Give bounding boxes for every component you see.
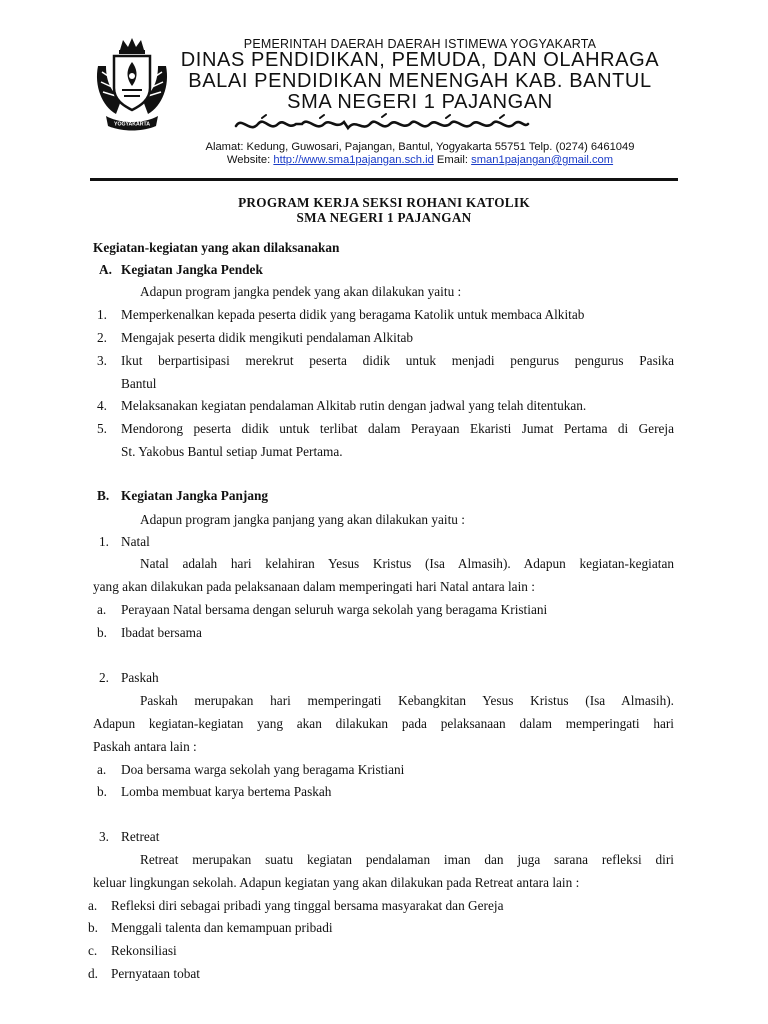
svg-text:YOGYAKARTA: YOGYAKARTA	[113, 121, 151, 128]
list-item-marker: 1.	[97, 307, 107, 322]
list-item: Menggali talenta dan kemampuan pribadi	[111, 920, 333, 935]
list-item-marker: 5.	[97, 421, 107, 436]
list-item: Mendorong peserta didik untuk terlibat dalam Perayaan Ekaristi Jumat Pertama di Gereja	[121, 421, 674, 436]
website-label: Website:	[226, 154, 271, 166]
list-item: Perayaan Natal bersama dengan seluruh warga sekolah yang beragama Kristiani	[121, 602, 548, 617]
list-item: Pernyataan tobat	[111, 966, 200, 981]
list-item-marker: c.	[88, 943, 98, 958]
section-a-marker: A.	[99, 262, 112, 277]
paskah-description: Paskah merupakan hari memperingati Kebangkitan Yesus Kristus (Isa Almasih).	[140, 693, 674, 708]
paskah-description: Paskah antara lain :	[93, 739, 197, 754]
list-item-marker: a.	[97, 762, 107, 777]
list-item: Rekonsiliasi	[111, 943, 177, 958]
list-item-marker: a.	[88, 898, 98, 913]
email-label: Email:	[436, 154, 469, 166]
javanese-script-line	[232, 112, 532, 136]
letterhead-school-name: SMA NEGERI 1 PAJANGAN	[287, 91, 553, 113]
list-item-continuation: St. Yakobus Bantul setiap Jumat Pertama.	[121, 444, 343, 459]
list-item: Ibadat bersama	[121, 625, 202, 640]
paskah-description: Adapun kegiatan-kegiatan yang akan dilakukan pada pelaksanaan dalam memperingati hari	[93, 716, 674, 731]
list-item-marker: 3.	[97, 353, 107, 368]
intro-heading: Kegiatan-kegiatan yang akan dilaksanakan	[93, 240, 340, 255]
section-b-intro: Adapun program jangka panjang yang akan dilakukan yaitu :	[140, 512, 465, 527]
subsection-marker: 2.	[99, 670, 109, 685]
letterhead-office: DINAS PENDIDIKAN, PEMUDA, DAN OLAHRAGA	[180, 49, 660, 71]
subsection-title-retreat: Retreat	[121, 829, 160, 844]
list-item: Ikut berpartisipasi merekrut peserta didik untuk menjadi pengurus pengurus Pasika	[121, 353, 674, 368]
section-b-heading: Kegiatan Jangka Panjang	[121, 488, 269, 503]
subsection-title-paskah: Paskah	[121, 670, 159, 685]
list-item-continuation: Bantul	[121, 376, 157, 391]
list-item-marker: 4.	[97, 398, 107, 413]
list-item-marker: d.	[88, 966, 98, 981]
list-item-marker: a.	[97, 602, 107, 617]
website-link[interactable]: http://www.sma1pajangan.sch.id	[273, 154, 434, 166]
section-a-intro: Adapun program jangka pendek yang akan dilakukan yaitu :	[140, 284, 462, 299]
letterhead-divider	[90, 178, 678, 181]
subsection-marker: 1.	[99, 534, 109, 549]
list-item-marker: 2.	[97, 330, 107, 345]
list-item: Melaksanakan kegiatan pendalaman Alkitab rutin dengan jadwal yang telah ditentukan.	[121, 398, 587, 413]
subsection-marker: 3.	[99, 829, 109, 844]
list-item-marker: b.	[97, 784, 107, 799]
natal-description: Natal adalah hari kelahiran Yesus Kristus (Isa Almasih). Adapun kegiatan-kegiatan	[140, 556, 674, 571]
letterhead-agency: BALAI PENDIDIKAN MENENGAH KAB. BANTUL	[188, 70, 652, 92]
section-a-heading: Kegiatan Jangka Pendek	[121, 262, 263, 277]
retreat-description: Retreat merupakan suatu kegiatan pendalaman iman dan juga sarana refleksi diri	[140, 852, 674, 867]
list-item: Mengajak peserta didik mengikuti pendalaman Alkitab	[121, 330, 414, 345]
list-item-marker: b.	[88, 920, 98, 935]
subsection-title-natal: Natal	[121, 534, 150, 549]
school-address: Alamat: Kedung, Guwosari, Pajangan, Bantul, Yogyakarta 55751 Telp. (0274) 6461049	[205, 141, 635, 153]
list-item: Lomba membuat karya bertema Paskah	[121, 784, 332, 799]
email-link[interactable]: sman1pajangan@gmail.com	[471, 154, 614, 166]
letterhead-government: PEMERINTAH DAERAH DAERAH ISTIMEWA YOGYAKARTA	[243, 37, 597, 51]
retreat-description: keluar lingkungan sekolah. Adapun kegiatan yang akan dilakukan pada Retreat antara lain :	[93, 875, 580, 890]
list-item: Doa bersama warga sekolah yang beragama Kristiani	[121, 762, 405, 777]
document-subtitle: SMA NEGERI 1 PAJANGAN	[296, 210, 472, 225]
list-item-marker: b.	[97, 625, 107, 640]
natal-description: yang akan dilakukan pada pelaksanaan dalam memperingati hari Natal antara lain :	[93, 579, 535, 594]
section-b-marker: B.	[97, 488, 110, 503]
contact-line	[160, 154, 680, 166]
document-title: PROGRAM KERJA SEKSI ROHANI KATOLIK	[238, 195, 530, 210]
list-item: Memperkenalkan kepada peserta didik yang beragama Katolik untuk membaca Alkitab	[121, 307, 585, 322]
list-item: Refleksi diri sebagai pribadi yang tinggal bersama masyarakat dan Gereja	[111, 898, 504, 913]
